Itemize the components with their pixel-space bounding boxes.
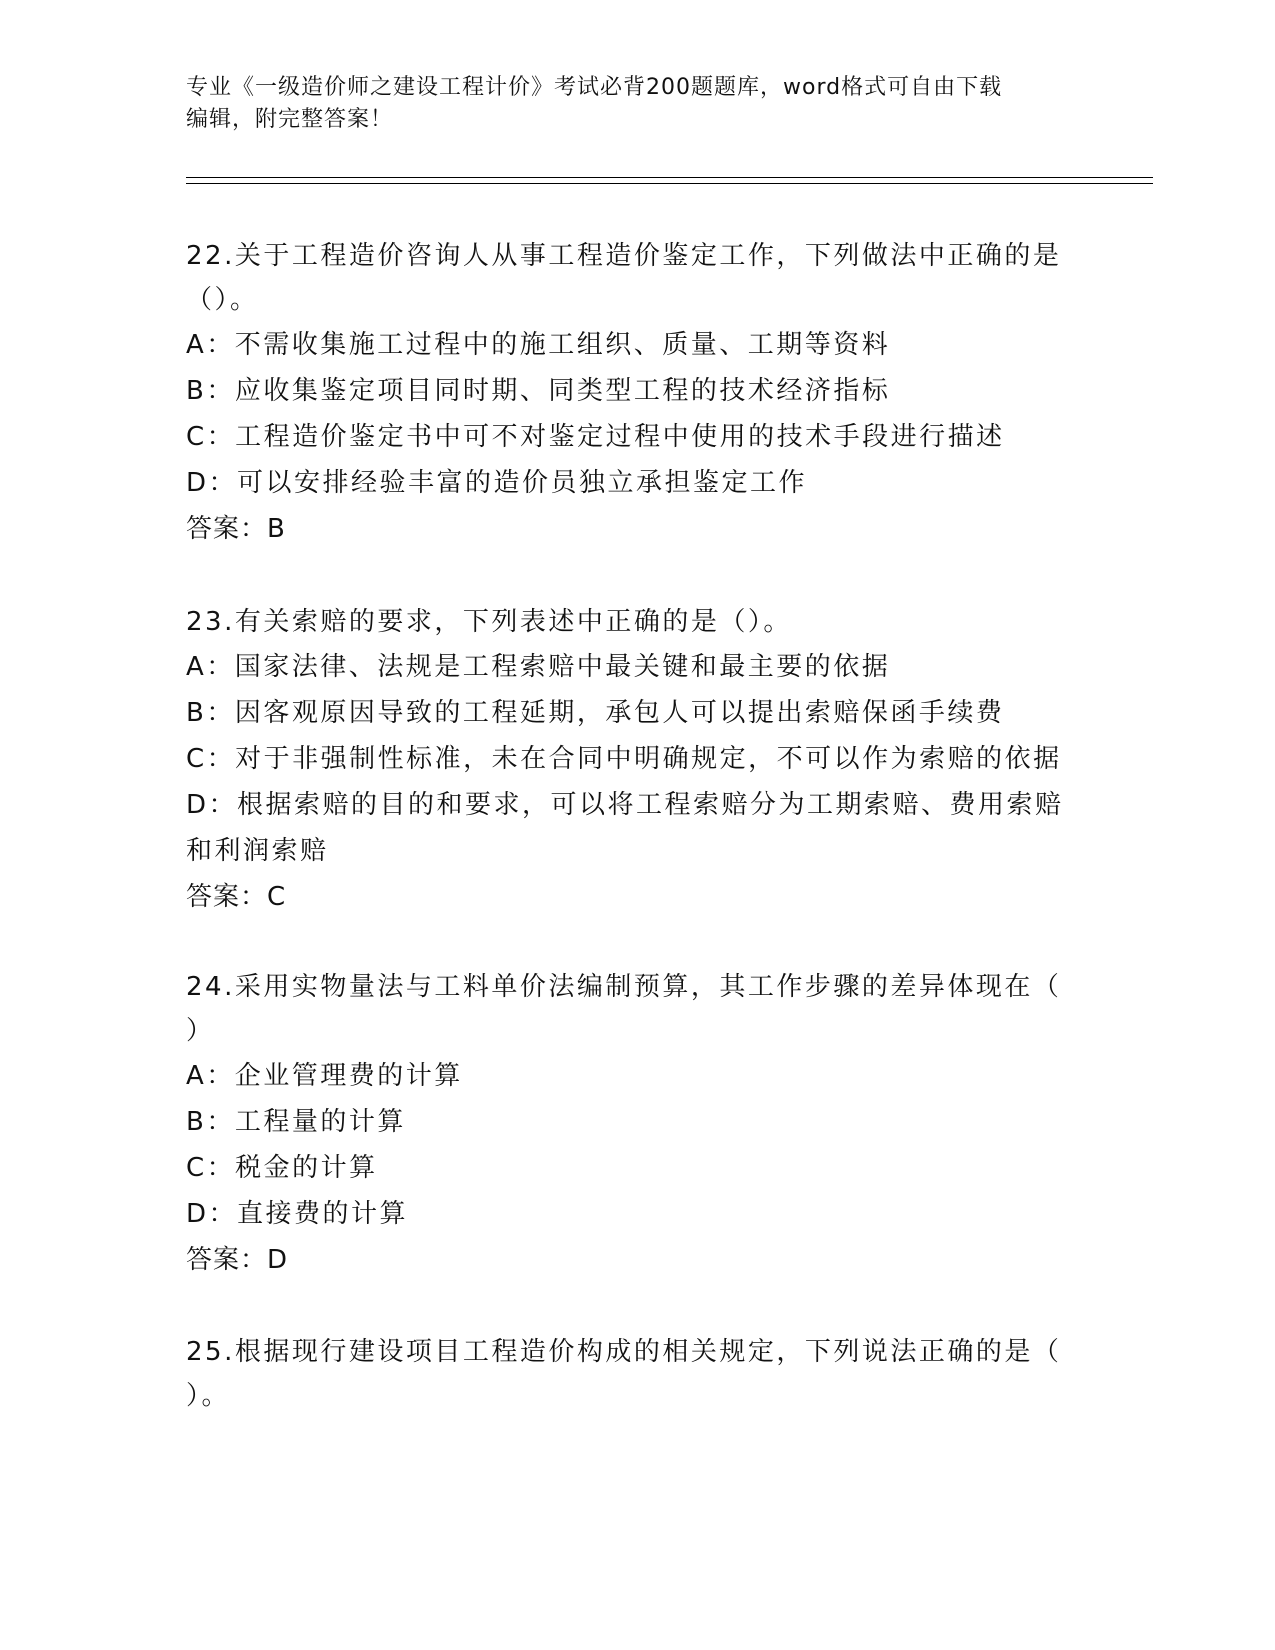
header-line-1: 专业《一级造价师之建设工程计价》考试必背200题题库，word格式可自由下载 <box>186 75 1003 100</box>
option-d: D：根据索赔的目的和要求，可以将工程索赔分为工期索赔、费用索赔 <box>186 790 1064 820</box>
option-a: A：企业管理费的计算 <box>186 1061 463 1091</box>
question-23 <box>186 600 1086 920</box>
document-header <box>186 72 1076 136</box>
header-divider-bottom <box>186 183 1153 184</box>
option-d-continued: 和利润索赔 <box>186 836 329 866</box>
answer: 答案：B <box>186 514 286 544</box>
option-c: C：工程造价鉴定书中可不对鉴定过程中使用的技术手段进行描述 <box>186 422 1005 452</box>
question-stem-continued: ）。 <box>186 1381 231 1411</box>
question-22 <box>186 234 1086 552</box>
option-a: A：国家法律、法规是工程索赔中最关键和最主要的依据 <box>186 652 891 682</box>
question-stem: 23.有关索赔的要求，下列表述中正确的是（）。 <box>186 607 792 637</box>
answer: 答案：C <box>186 882 287 912</box>
option-c: C：对于非强制性标准，未在合同中明确规定，不可以作为索赔的依据 <box>186 744 1062 774</box>
question-stem-continued: ） <box>186 1016 215 1046</box>
option-a: A：不需收集施工过程中的施工组织、质量、工期等资料 <box>186 330 891 360</box>
question-24 <box>186 965 1086 1283</box>
option-d: D：直接费的计算 <box>186 1199 409 1229</box>
answer: 答案：D <box>186 1245 289 1275</box>
header-divider-top <box>186 177 1153 178</box>
question-stem: 25.根据现行建设项目工程造价构成的相关规定，下列说法正确的是（ <box>186 1337 1062 1367</box>
option-b: B：应收集鉴定项目同时期、同类型工程的技术经济指标 <box>186 376 891 406</box>
option-d: D：可以安排经验丰富的造价员独立承担鉴定工作 <box>186 468 808 498</box>
question-stem: 24.采用实物量法与工料单价法编制预算，其工作步骤的差异体现在（ <box>186 972 1062 1002</box>
question-stem-continued: （）。 <box>186 285 259 315</box>
question-stem: 22.关于工程造价咨询人从事工程造价鉴定工作，下列做法中正确的是 <box>186 241 1062 271</box>
option-b: B：因客观原因导致的工程延期，承包人可以提出索赔保函手续费 <box>186 698 1005 728</box>
header-line-2: 编辑，附完整答案！ <box>186 107 394 132</box>
question-25 <box>186 1330 1086 1418</box>
option-c: C：税金的计算 <box>186 1153 378 1183</box>
option-b: B：工程量的计算 <box>186 1107 406 1137</box>
